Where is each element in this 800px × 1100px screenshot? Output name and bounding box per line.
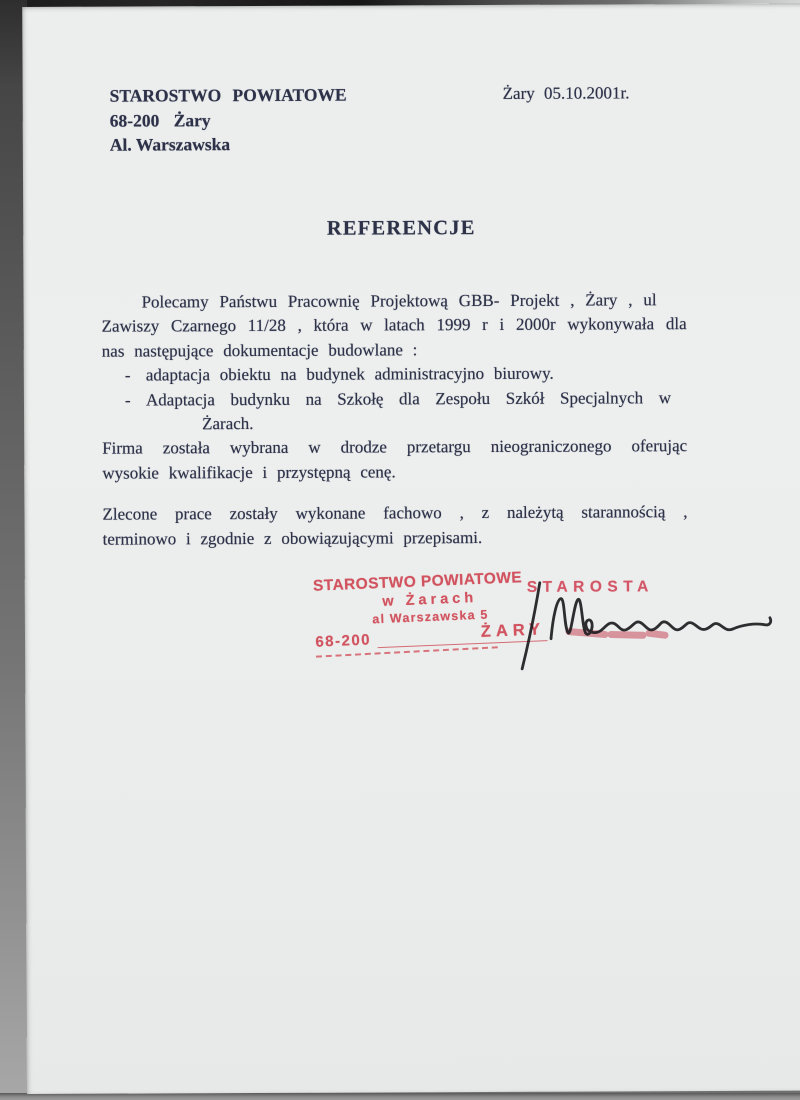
paragraph1-line: nas następujące dokumentacje budowlane :: [101, 340, 418, 361]
stamp-place: w Żarach: [382, 590, 478, 610]
list-item: [102, 386, 687, 413]
stamp-street: al Warszawska 5: [372, 607, 489, 627]
paragraph1-line: Zawiszy Czarnego 11/28 , która w latach 1999 r i 2000r wykonywała dla: [101, 314, 687, 337]
paragraph3-line: terminowo i zgodnie z obowiązującymi przepisami.: [102, 527, 483, 549]
document-title: REFERENCJE: [326, 217, 476, 240]
paragraph2-line: wysokie kwalifikacje i przystępną cenę.: [102, 462, 396, 483]
sender-org: STAROSTWO POWIATOWE: [109, 84, 347, 106]
list-item-text: Adaptacja budynku na Szkołę dla Zespołu Szkół Specjalnych w: [145, 387, 672, 410]
signer-title-stamp: STAROSTA: [526, 578, 654, 596]
stamp-org: STAROSTWO POWIATOWE: [312, 569, 523, 595]
signature-scribble: [477, 578, 778, 699]
list-item: [102, 361, 687, 388]
list-item-marker: -: [124, 365, 131, 385]
sender-street: Al. Warszawska: [109, 134, 231, 155]
obscured-name-stamp: [569, 631, 665, 635]
list-item-marker: -: [124, 390, 131, 410]
list-item-continuation: Żarach.: [202, 414, 254, 434]
stamp-city: ŻARY: [480, 620, 546, 641]
paragraph3-line: Zlecone prace zostały wykonane fachowo , z należytą starannością ,: [102, 502, 688, 524]
letter-body: [101, 288, 687, 552]
signature-ink: [522, 582, 771, 669]
letter-page: [22, 4, 800, 1094]
dateline: Żary 05.10.2001r.: [502, 83, 630, 103]
sender-postal-city: 68-200 Żary: [109, 109, 211, 131]
sender-block: [110, 83, 347, 158]
scan-background-bottom: [0, 1093, 800, 1100]
stamp-rule: [377, 643, 481, 647]
paragraph2-line: Firma została wybrana w drodze przetargu nieograniczonego oferując: [102, 436, 688, 459]
stamp-postal: 68-200: [315, 631, 372, 651]
paragraph1-line: Polecamy Państwu Pracownię Projektową GBB- Projekt , Żary , ul: [141, 290, 657, 312]
list-item-text: adaptacja obiektu na budynek administracyjno biurowy.: [145, 363, 554, 385]
